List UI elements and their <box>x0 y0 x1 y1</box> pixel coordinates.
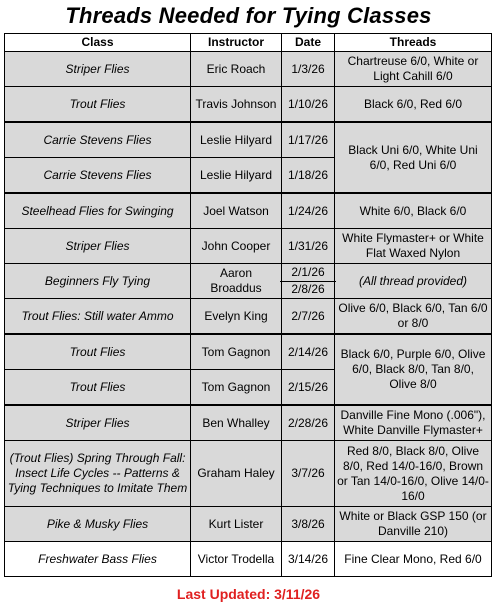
instructor-cell: Tom Gagnon <box>191 370 282 406</box>
table-row <box>5 193 492 229</box>
class-cell: Carrie Stevens Flies <box>5 158 191 194</box>
threads-cell: Black 6/0, Purple 6/0, Olive 6/0, Black 8/0, Tan 8/0, Olive 8/0 <box>335 334 492 405</box>
class-cell: Striper Flies <box>5 229 191 264</box>
column-header-instructor: Instructor <box>191 34 282 52</box>
instructor-cell: Leslie Hilyard <box>191 158 282 194</box>
threads-cell: (All thread provided) <box>335 264 492 299</box>
class-cell: (Trout Flies) Spring Through Fall: Insect Life Cycles -- Patterns & Tying Techniques to Imitate Them <box>5 441 191 507</box>
instructor-cell: Kurt Lister <box>191 507 282 542</box>
instructor-cell: Graham Haley <box>191 441 282 507</box>
instructor-cell: Tom Gagnon <box>191 334 282 370</box>
date-cell: 1/17/26 <box>282 122 335 158</box>
table-row <box>5 122 492 158</box>
threads-cell: Black Uni 6/0, White Uni 6/0, Red Uni 6/0 <box>335 122 492 193</box>
class-cell: Striper Flies <box>5 52 191 87</box>
date-cell: 2/28/26 <box>282 405 335 441</box>
instructor-cell: Ben Whalley <box>191 405 282 441</box>
class-cell: Freshwater Bass Flies <box>5 542 191 577</box>
table-row <box>5 264 492 299</box>
class-cell: Trout Flies <box>5 334 191 370</box>
column-header-class: Class <box>5 34 191 52</box>
class-cell: Beginners Fly Tying <box>5 264 191 299</box>
threads-cell: White 6/0, Black 6/0 <box>335 193 492 229</box>
threads-cell: Black 6/0, Red 6/0 <box>335 87 492 123</box>
date-cell: 3/8/26 <box>282 507 335 542</box>
instructor-cell: Joel Watson <box>191 193 282 229</box>
date-value: 2/1/26 <box>291 264 325 279</box>
class-cell: Pike & Musky Flies <box>5 507 191 542</box>
page-title: Threads Needed for Tying Classes <box>65 3 432 28</box>
table-row <box>5 405 492 441</box>
threads-cell: White or Black GSP 150 (or Danville 210) <box>335 507 492 542</box>
instructor-cell: John Cooper <box>191 229 282 264</box>
date-cell-split <box>282 264 335 299</box>
instructor-cell: Leslie Hilyard <box>191 122 282 158</box>
table-row <box>5 52 492 87</box>
date-cell: 1/10/26 <box>282 87 335 123</box>
last-updated-note: Last Updated: 3/11/26 <box>176 586 321 602</box>
table-row <box>5 87 492 123</box>
table-row <box>5 441 492 507</box>
class-cell: Trout Flies: Still water Ammo <box>5 299 191 335</box>
date-cell: 1/3/26 <box>282 52 335 87</box>
instructor-cell: Victor Trodella <box>191 542 282 577</box>
date-cell: 2/7/26 <box>282 299 335 335</box>
thread-table <box>4 33 492 577</box>
threads-cell: Red 8/0, Black 8/0, Olive 8/0, Red 14/0-16/0, Brown or Tan 14/0-16/0, Olive 14/0-16/0 <box>335 441 492 507</box>
date-value: 2/8/26 <box>280 281 336 299</box>
table-row <box>5 542 492 577</box>
column-header-threads: Threads <box>335 34 492 52</box>
class-cell: Steelhead Flies for Swinging <box>5 193 191 229</box>
threads-cell: White Flymaster+ or White Flat Waxed Nylon <box>335 229 492 264</box>
class-cell: Trout Flies <box>5 370 191 406</box>
date-cell: 1/24/26 <box>282 193 335 229</box>
header-row <box>5 34 492 52</box>
threads-cell: Chartreuse 6/0, White or Light Cahill 6/0 <box>335 52 492 87</box>
threads-cell: Olive 6/0, Black 6/0, Tan 6/0 or 8/0 <box>335 299 492 335</box>
date-cell: 2/15/26 <box>282 370 335 406</box>
threads-cell: Fine Clear Mono, Red 6/0 <box>335 542 492 577</box>
date-cell: 3/14/26 <box>282 542 335 577</box>
column-header-date: Date <box>282 34 335 52</box>
table-row <box>5 229 492 264</box>
class-cell: Trout Flies <box>5 87 191 123</box>
date-cell: 3/7/26 <box>282 441 335 507</box>
instructor-cell: Evelyn King <box>191 299 282 335</box>
table-row <box>5 299 492 335</box>
instructor-cell: Travis Johnson <box>191 87 282 123</box>
table-row <box>5 507 492 542</box>
date-cell: 1/31/26 <box>282 229 335 264</box>
date-cell: 2/14/26 <box>282 334 335 370</box>
table-row <box>5 334 492 370</box>
instructor-cell: Aaron Broaddus <box>191 264 282 299</box>
class-cell: Striper Flies <box>5 405 191 441</box>
date-cell: 1/18/26 <box>282 158 335 194</box>
threads-cell: Danville Fine Mono (.006"), White Danville Flymaster+ <box>335 405 492 441</box>
instructor-cell: Eric Roach <box>191 52 282 87</box>
class-cell: Carrie Stevens Flies <box>5 122 191 158</box>
